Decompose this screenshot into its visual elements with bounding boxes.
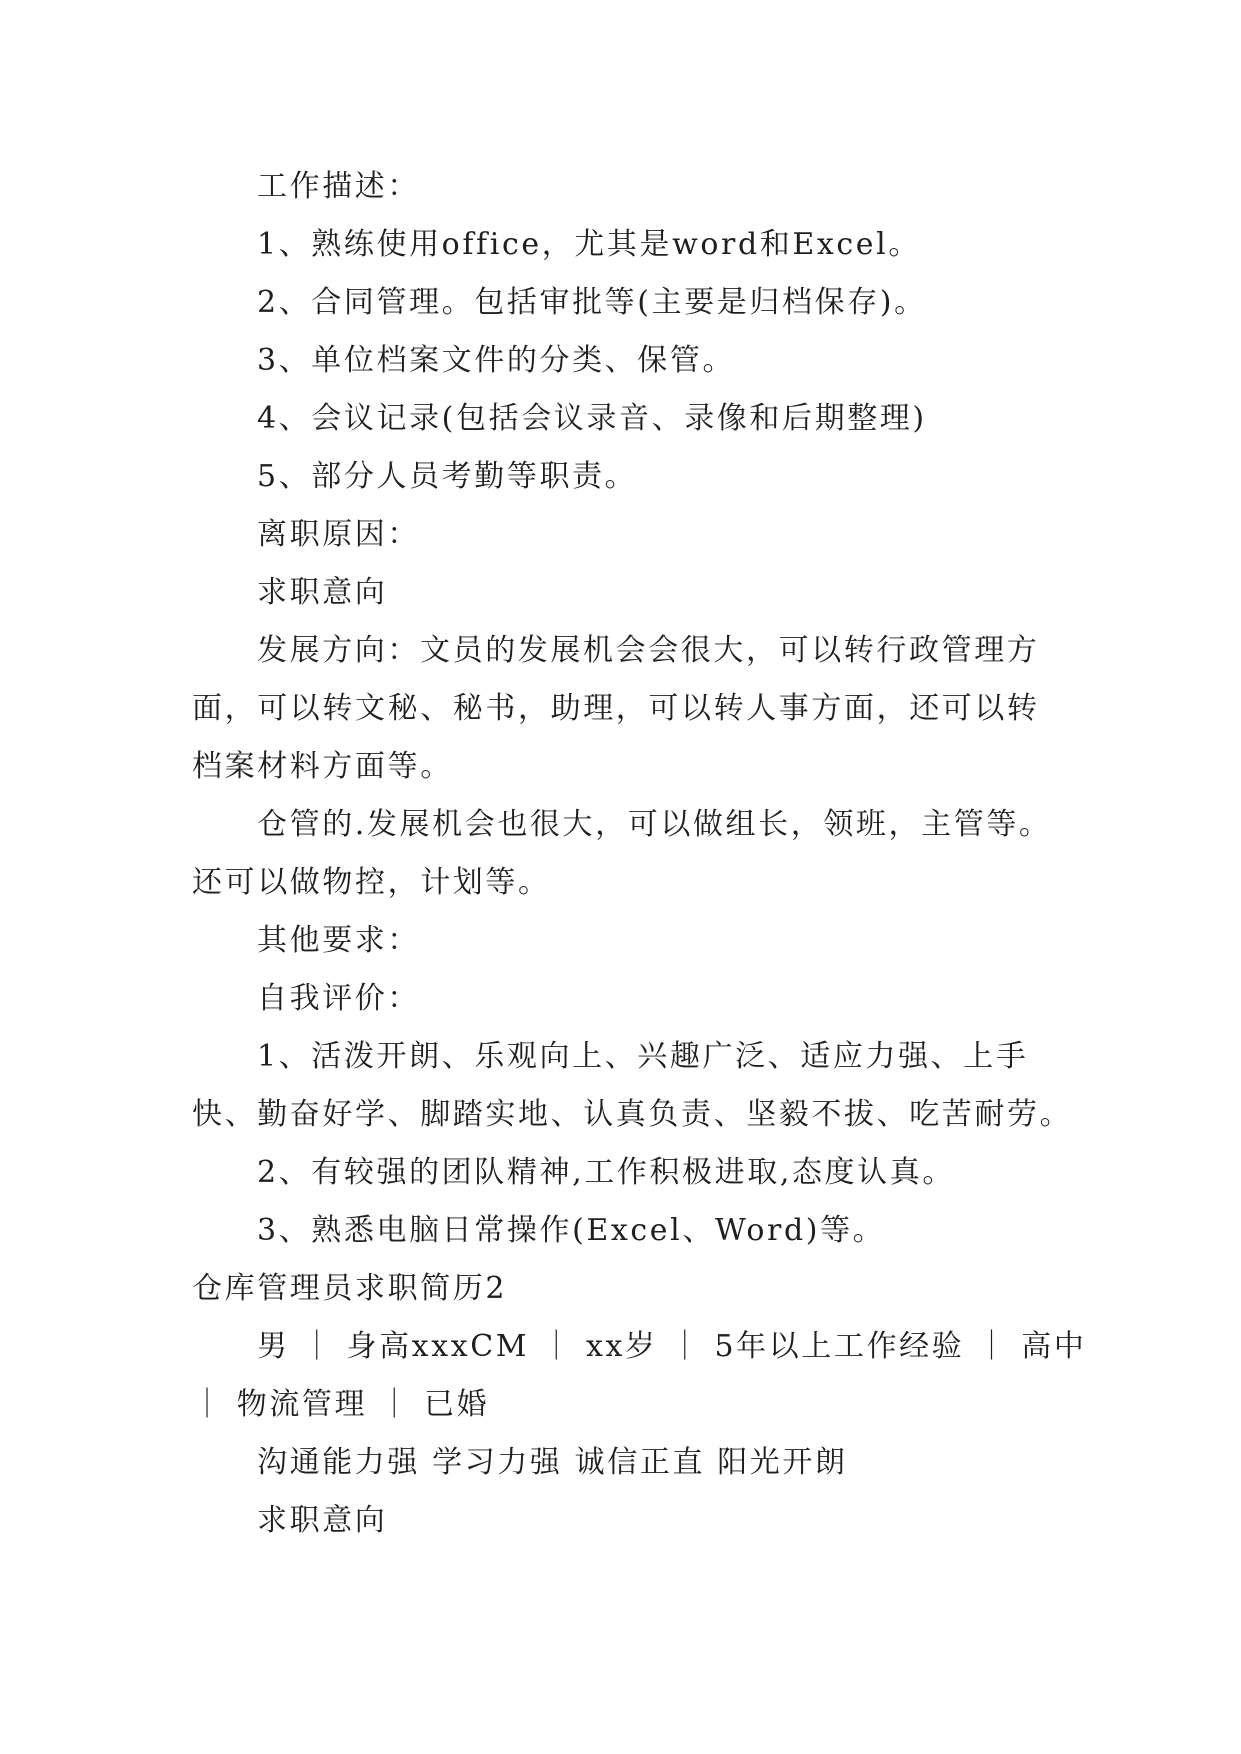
development-para-2-line-2: 还可以做物控，计划等。 [192,865,551,900]
development-para-2-line-1: 仓管的.发展机会也很大，可以做组长，领班，主管等。 [257,807,1052,842]
duty-item-1: 1、熟练使用office，尤其是word和Excel。 [257,227,921,262]
leave-reason-heading: 离职原因： [257,517,420,552]
self-eval-item-2: 2、有较强的团队精神,工作积极进取,态度认真。 [257,1155,955,1190]
document-body [192,158,1092,1550]
duty-item-3: 3、单位档案文件的分类、保管。 [257,343,736,378]
duty-item-4: 4、会议记录(包括会议录音、录像和后期整理) [257,401,927,436]
duty-item-5: 5、部分人员考勤等职责。 [257,459,638,494]
final-job-intention-heading: 求职意向 [257,1503,388,1538]
duty-item-2: 2、合同管理。包括审批等(主要是归档保存)。 [257,285,927,320]
work-description-heading: 工作描述： [257,169,420,204]
self-eval-item-3: 3、熟悉电脑日常操作(Excel、Word)等。 [257,1213,886,1248]
self-eval-item-1-line-1: 1、活泼开朗、乐观向上、兴趣广泛、适应力强、上手 [257,1039,1029,1074]
job-intention-heading: 求职意向 [257,575,388,610]
section-title: 仓库管理员求职简历2 [192,1271,508,1306]
profile-line-2: ｜ 物流管理 ｜ 已婚 [192,1387,490,1422]
development-para-1-line-2: 面，可以转文秘、秘书，助理，可以转人事方面，还可以转 [192,691,1040,726]
other-requirements-heading: 其他要求： [257,923,420,958]
development-para-1-line-1: 发展方向：文员的发展机会会很大，可以转行政管理方 [257,633,1040,668]
self-eval-item-1-line-2: 快、勤奋好学、脚踏实地、认真负责、坚毅不拔、吃苦耐劳。 [192,1097,1073,1132]
traits-line: 沟通能力强 学习力强 诚信正直 阳光开朗 [257,1445,848,1480]
development-para-1-line-3: 档案材料方面等。 [192,749,453,784]
profile-line-1: 男 ｜ 身高xxxCM ｜ xx岁 ｜ 5年以上工作经验 ｜ 高中 [257,1329,1087,1364]
self-evaluation-heading: 自我评价： [257,981,420,1016]
